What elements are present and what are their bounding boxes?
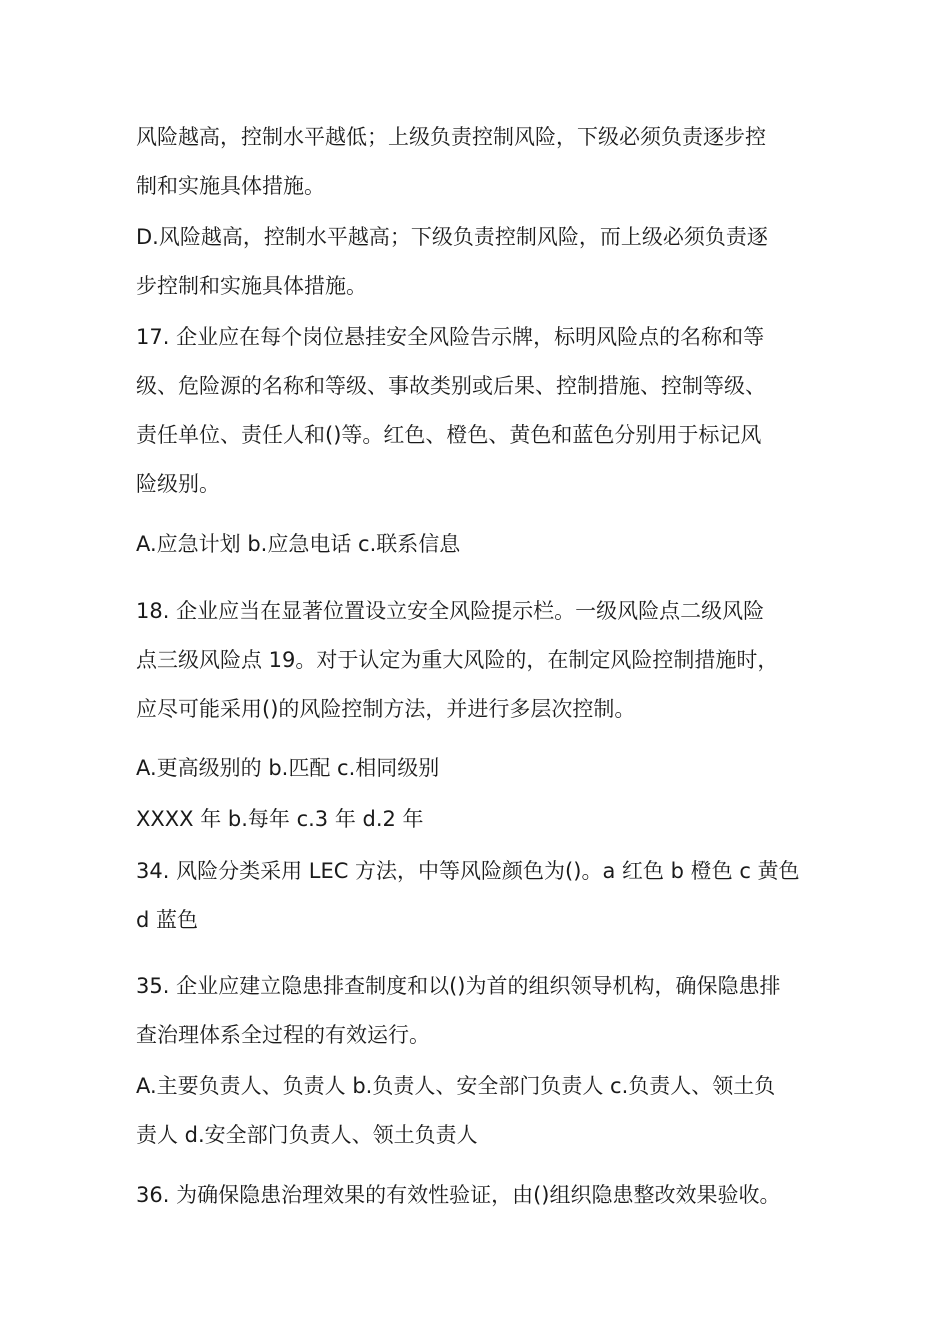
year-options-paragraph — [136, 795, 826, 844]
paragraph-line: 责人 d.安全部门负责人、领土负责人 — [136, 1123, 478, 1147]
question-35-paragraph — [136, 962, 826, 1060]
paragraph-line: 17. 企业应在每个岗位悬挂安全风险告示牌，标明风险点的名称和等 — [136, 325, 765, 349]
paragraph-line: 应尽可能采用()的风险控制方法，并进行多层次控制。 — [136, 697, 636, 721]
paragraph-line: 18. 企业应当在显著位置设立安全风险提示栏。一级风险点二级风险 — [136, 599, 765, 623]
paragraph-line: 查治理体系全过程的有效运行。 — [136, 1023, 430, 1047]
paragraph-line: A.主要负责人、负责人 b.负责人、安全部门负责人 c.负责人、领土负 — [136, 1074, 776, 1098]
paragraph-line: 步控制和实施具体措施。 — [136, 274, 367, 298]
paragraph-line: 级、危险源的名称和等级、事故类别或后果、控制措施、控制等级、 — [136, 374, 766, 398]
paragraph-line: 36. 为确保隐患治理效果的有效性验证，由()组织隐患整改效果验收。 — [136, 1183, 781, 1207]
paragraph-line: 34. 风险分类采用 LEC 方法，中等风险颜色为()。a 红色 b 橙色 c 黄色 — [136, 859, 800, 883]
option-d-paragraph — [136, 213, 826, 311]
paragraph-line: d 蓝色 — [136, 908, 199, 932]
paragraph-line: 风险越高，控制水平越低；上级负责控制风险，下级必须负责逐步控 — [136, 125, 766, 149]
question-19-options-paragraph — [136, 744, 826, 793]
paragraph-line: 35. 企业应建立隐患排查制度和以()为首的组织领导机构，确保隐患排 — [136, 974, 781, 998]
question-17-options-paragraph — [136, 520, 826, 569]
question-34-paragraph — [136, 847, 826, 945]
paragraph-line: A.应急计划 b.应急电话 c.联系信息 — [136, 532, 461, 556]
paragraph-line: D.风险越高，控制水平越高；下级负责控制风险，而上级必须负责逐 — [136, 225, 768, 249]
paragraph-line: XXXX 年 b.每年 c.3 年 d.2 年 — [136, 807, 424, 831]
paragraph-line: 制和实施具体措施。 — [136, 174, 325, 198]
paragraph-line: A.更高级别的 b.匹配 c.相同级别 — [136, 756, 440, 780]
option-c-continued-paragraph — [136, 113, 826, 211]
question-35-options-paragraph — [136, 1062, 826, 1160]
paragraph-line: 责任单位、责任人和()等。红色、橙色、黄色和蓝色分别用于标记风 — [136, 423, 762, 447]
question-36-paragraph — [136, 1171, 826, 1220]
paragraph-line: 险级别。 — [136, 472, 220, 496]
question-17-paragraph — [136, 313, 826, 509]
question-18-paragraph — [136, 587, 826, 734]
paragraph-line: 点三级风险点 19。对于认定为重大风险的，在制定风险控制措施时， — [136, 648, 779, 672]
